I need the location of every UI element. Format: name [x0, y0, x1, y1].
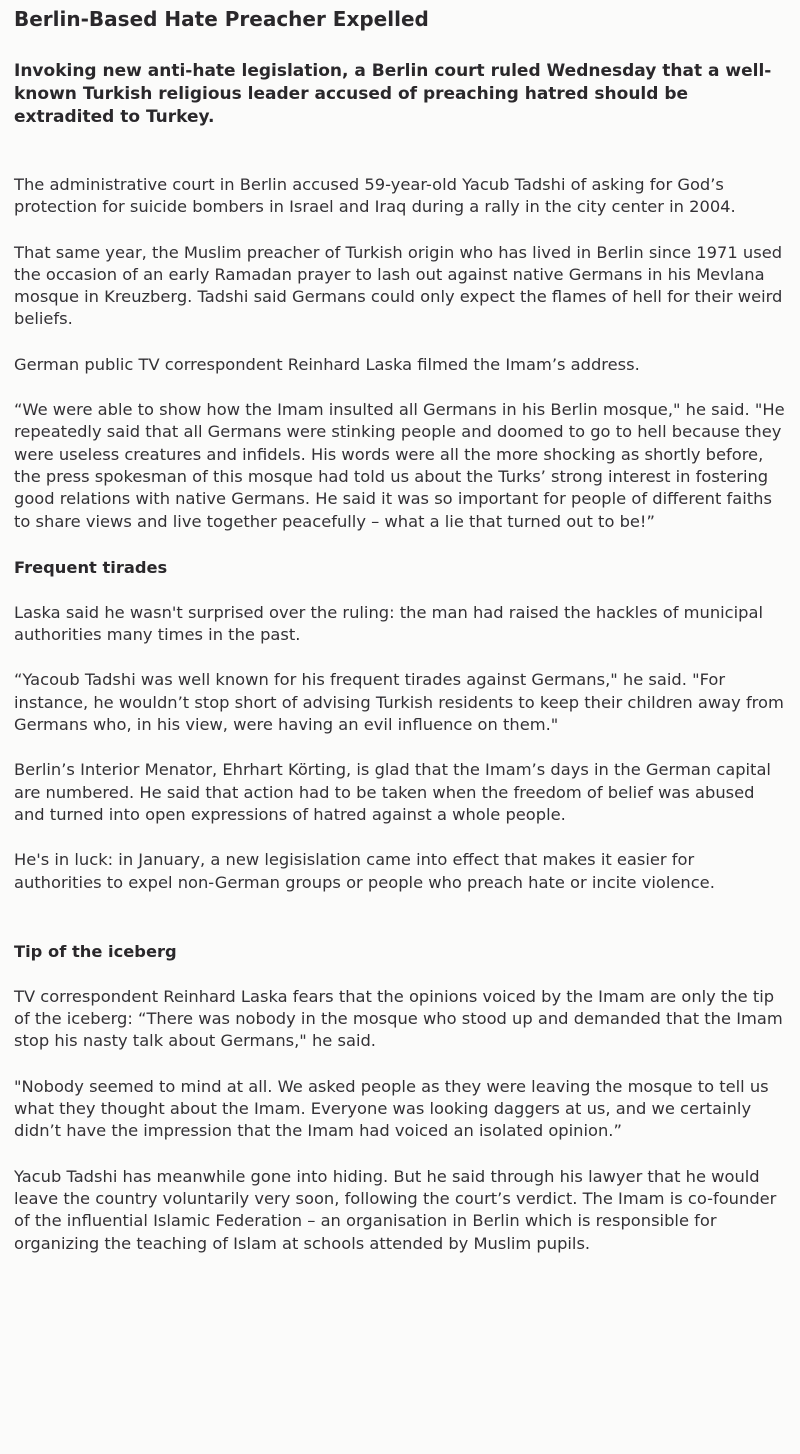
paragraph-ruling-reaction: Laska said he wasn't surprised over the ruling: the man had raised the hackles of municipal authorities many times in the past. [14, 602, 763, 645]
paragraph-court-accusation: The administrative court in Berlin accused 59-year-old Yacub Tadshi of asking for God’s protection for suicide bombers in Israel and Iraq during a rally in the city center in 2004. [14, 175, 736, 217]
article-title: Berlin-Based Hate Preacher Expelled [14, 7, 429, 31]
article-lead: Invoking new anti-hate legislation, a Berlin court ruled Wednesday that a well-known Turkish religious leader accused of preaching hatred should be extradited to Turkey. [14, 61, 772, 127]
paragraph-ramadan-prayer: That same year, the Muslim preacher of Turkish origin who has lived in Berlin since 1971 used the occasion of an early Ramadan prayer to lash out against native Germans in his Mevlana mosque in Kreuzberg. Tadshi said Germans could only expect the flames of hell for their weird beliefs. [14, 242, 783, 329]
paragraph-tirades-quote: “Yacoub Tadshi was well known for his frequent tirades against Germans," he said. "For instance, he wouldn’t stop short of advising Turkish residents to keep their children away from Germans who, in his view, were having an evil influence on them." [14, 670, 784, 735]
paragraph-nobody-minded: "Nobody seemed to mind at all. We asked people as they were leaving the mosque to tell us what they thought about the Imam. Everyone was looking daggers at us, and we certainly didn’t have the impression that the Imam had voiced an isolated opinion.” [14, 1076, 769, 1141]
paragraph-tv-correspondent: German public TV correspondent Reinhard Laska filmed the Imam’s address. [14, 354, 640, 374]
paragraph-into-hiding: Yacub Tadshi has meanwhile gone into hiding. But he said through his lawyer that he would leave the country voluntarily very soon, following the court’s verdict. The Imam is co-founder of the influential Islamic Federation – an organisation in Berlin which is responsible for organizing the teaching of Islam at schools attended by Muslim pupils. [14, 1166, 777, 1253]
paragraph-iceberg-quote: TV correspondent Reinhard Laska fears that the opinions voiced by the Imam are only the tip of the iceberg: “There was nobody in the mosque who stood up and demanded that the Imam stop his nasty talk about Germans," he said. [14, 986, 783, 1051]
paragraph-laska-quote: “We were able to show how the Imam insulted all Germans in his Berlin mosque," he said. "He repeatedly said that all Germans were stinking people and doomed to go to hell because they were useless creatures and infidels. His words were all the more shocking as shortly before, the press spokesman of this mosque had told us about the Turks’ strong interest in fostering good relations with native Germans. He said it was so important for people of different faiths to share views and live together peacefully – what a lie that turned out to be!” [14, 400, 785, 531]
paragraph-interior-senator: Berlin’s Interior Menator, Ehrhart Körting, is glad that the Imam’s days in the German capital are numbered. He said that action had to be taken when the freedom of belief was abused and turned into open expressions of hatred against a whole people. [14, 760, 771, 824]
subheading-frequent-tirades: Frequent tirades [14, 557, 168, 577]
subheading-tip-of-iceberg: Tip of the iceberg [14, 941, 177, 961]
paragraph-new-legislation: He's in luck: in January, a new legisislation came into effect that makes it easier for authorities to expel non-German groups or people who preach hate or incite violence. [14, 850, 715, 892]
